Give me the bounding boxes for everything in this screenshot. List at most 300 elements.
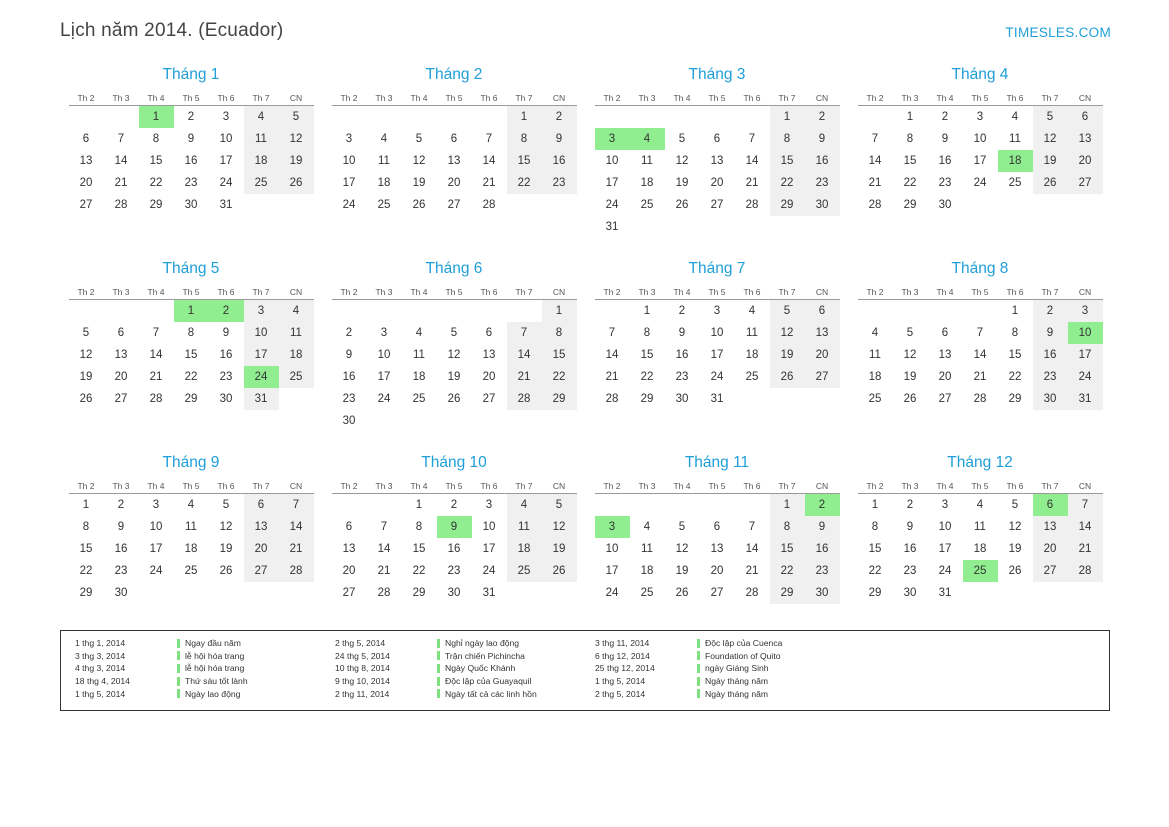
day-cell: 21: [745, 177, 759, 189]
day-cell: 23: [805, 172, 840, 194]
day-cell: 30: [675, 393, 689, 405]
day-cell: 26: [675, 587, 689, 599]
month-block: [586, 66, 848, 260]
day-cell: 7: [117, 133, 125, 145]
day-cell: 7: [485, 133, 493, 145]
week-row: [69, 366, 314, 388]
empty-cell: [665, 216, 700, 238]
empty-cell: [69, 106, 104, 129]
day-cell: 11: [1009, 133, 1021, 145]
day-cell: 22: [770, 172, 805, 194]
day-cell: 16: [938, 155, 952, 167]
day-cell: 24: [149, 565, 163, 577]
day-cell: 29: [149, 199, 163, 211]
day-cell: 13: [482, 349, 496, 361]
day-cell: 18: [244, 150, 279, 172]
day-cell: 4: [380, 133, 388, 145]
week-row: [595, 366, 840, 388]
day-cell: 23: [903, 565, 917, 577]
day-cell: 15: [903, 155, 917, 167]
day-cell: 29: [770, 582, 805, 604]
weekday-header: Th 2: [69, 479, 104, 494]
day-cell: 7: [279, 494, 314, 517]
day-cell: 25: [640, 199, 654, 211]
day-cell: 15: [640, 349, 654, 361]
week-row: [858, 560, 1103, 582]
empty-cell: [437, 300, 472, 323]
day-cell: 25: [377, 199, 391, 211]
day-cell: 24: [605, 199, 619, 211]
legend-color-swatch-icon: [697, 677, 700, 686]
day-cell: 4: [1011, 111, 1019, 123]
day-cell: 5: [678, 521, 686, 533]
day-cell: 10: [938, 521, 952, 533]
holiday-legend: [60, 630, 1110, 711]
day-cell: 12: [1033, 128, 1068, 150]
day-cell: 17: [219, 155, 233, 167]
day-cell: 14: [482, 155, 496, 167]
empty-cell: [858, 300, 893, 323]
day-cell: 28: [482, 199, 496, 211]
legend-color-swatch-icon: [177, 639, 180, 648]
empty-cell: [630, 106, 665, 129]
day-cell: 10: [377, 349, 391, 361]
day-cell: 25: [507, 560, 542, 582]
day-cell: 21: [605, 371, 619, 383]
day-cell: 9: [542, 128, 577, 150]
day-cell: 19: [675, 565, 689, 577]
week-row: [858, 150, 1103, 172]
month-title: Tháng 6: [425, 260, 483, 277]
weekday-header: Th 6: [472, 285, 507, 300]
day-cell: 3: [222, 111, 230, 123]
weekday-header: Th 4: [402, 479, 437, 494]
day-cell: 24: [605, 587, 619, 599]
day-cell: 3: [941, 499, 949, 511]
empty-cell: [279, 582, 314, 604]
weekday-header: Th 2: [858, 285, 893, 300]
day-cell: 8: [906, 133, 914, 145]
day-cell: 17: [605, 177, 619, 189]
day-cell: 19: [279, 150, 314, 172]
weekday-header: Th 5: [437, 285, 472, 300]
day-cell: 20: [805, 344, 840, 366]
legend-row: [595, 637, 845, 650]
day-cell: 30: [447, 587, 461, 599]
day-cell: 25: [244, 172, 279, 194]
day-cell: 27: [447, 199, 461, 211]
weekday-header: Th 6: [472, 91, 507, 106]
day-cell: 4: [244, 106, 279, 129]
day-cell: 2: [117, 499, 125, 511]
weekday-header: Th 2: [858, 479, 893, 494]
day-cell: 19: [903, 371, 917, 383]
day-cell: 4: [507, 494, 542, 517]
day-cell: 1: [871, 499, 879, 511]
empty-cell: [69, 300, 104, 323]
empty-cell: [472, 300, 507, 323]
month-block: [849, 66, 1111, 260]
weekday-header: Th 2: [69, 285, 104, 300]
empty-cell: [139, 300, 174, 323]
day-cell: 21: [482, 177, 496, 189]
day-cell: 6: [941, 327, 949, 339]
day-cell: 21: [973, 371, 987, 383]
day-cell: 2: [906, 499, 914, 511]
day-cell: 17: [710, 349, 724, 361]
empty-cell: [174, 582, 209, 604]
legend-row: [75, 687, 325, 700]
calendar-grid: [60, 66, 1110, 648]
day-cell: 6: [805, 300, 840, 323]
day-cell: 9: [345, 349, 353, 361]
weekday-header: Th 5: [174, 285, 209, 300]
day-cell: 5: [678, 133, 686, 145]
legend-color-swatch-icon: [437, 689, 440, 698]
day-cell: 15: [79, 543, 93, 555]
legend-name: Ngày lao động: [185, 688, 241, 699]
day-cell: 30: [805, 582, 840, 604]
weekday-header: Th 7: [507, 91, 542, 106]
day-cell: 22: [903, 177, 917, 189]
legend-row: [595, 687, 845, 700]
legend-column: [585, 637, 845, 706]
day-cell: 2: [941, 111, 949, 123]
day-cell: 21: [377, 565, 391, 577]
day-cell: 1: [1011, 305, 1019, 317]
day-cell: 22: [149, 177, 163, 189]
day-cell: 31: [710, 393, 724, 405]
day-cell: 9: [117, 521, 125, 533]
day-cell: 13: [710, 543, 724, 555]
week-row: [595, 538, 840, 560]
week-row: [858, 344, 1103, 366]
empty-cell: [805, 216, 840, 238]
day-cell: 26: [542, 560, 577, 582]
legend-date: 1 thg 5, 2014: [75, 688, 126, 699]
day-cell: 17: [1068, 344, 1103, 366]
legend-row: [335, 675, 585, 688]
day-cell: 15: [542, 344, 577, 366]
weekday-header: Th 4: [139, 285, 174, 300]
month-block: [323, 454, 585, 648]
week-row: [858, 194, 1103, 216]
empty-cell: [507, 194, 542, 216]
day-cell: 4: [871, 327, 879, 339]
day-cell: 30: [184, 199, 198, 211]
day-cell: 25: [1008, 177, 1022, 189]
empty-cell: [104, 300, 139, 323]
day-cell: 8: [187, 327, 195, 339]
day-cell: 26: [1033, 172, 1068, 194]
empty-cell: [735, 494, 770, 517]
day-cell: 27: [710, 587, 724, 599]
weekday-header: Th 4: [665, 479, 700, 494]
day-cell: 23: [219, 371, 233, 383]
day-cell: 10: [605, 543, 619, 555]
legend-name: Trận chiến Pichincha: [445, 650, 525, 661]
day-cell: 4: [415, 327, 423, 339]
weekday-header: Th 6: [998, 91, 1033, 106]
week-row: [332, 344, 577, 366]
day-cell: 31: [219, 199, 233, 211]
weekday-header: Th 7: [770, 479, 805, 494]
day-cell: 7: [871, 133, 879, 145]
day-cell: 12: [412, 155, 426, 167]
day-cell: 17: [149, 543, 163, 555]
empty-cell: [963, 582, 998, 604]
day-cell: 19: [412, 177, 426, 189]
weekday-header: Th 3: [630, 479, 665, 494]
weekday-header: CN: [1068, 91, 1103, 106]
empty-cell: [139, 582, 174, 604]
day-cell: 12: [79, 349, 93, 361]
empty-cell: [472, 410, 507, 432]
day-cell: 30: [903, 587, 917, 599]
empty-cell: [630, 494, 665, 517]
empty-cell: [998, 582, 1033, 604]
weekday-header: CN: [805, 285, 840, 300]
week-row: [332, 150, 577, 172]
day-cell: 2: [678, 305, 686, 317]
month-title: Tháng 2: [425, 66, 483, 83]
weekday-header: Th 4: [665, 285, 700, 300]
week-row: [858, 172, 1103, 194]
legend-name: Ngày tháng năm: [705, 688, 769, 699]
day-cell: 21: [114, 177, 128, 189]
day-cell: 5: [1011, 499, 1019, 511]
day-cell: 6: [1068, 106, 1103, 129]
day-cell: 19: [1033, 150, 1068, 172]
empty-cell: [735, 216, 770, 238]
legend-date: 25 thg 12, 2014: [595, 663, 655, 674]
weekday-header: Th 7: [1033, 479, 1068, 494]
day-cell: 1: [139, 106, 174, 129]
month-block: [849, 260, 1111, 454]
empty-cell: [595, 106, 630, 129]
legend-column: [325, 637, 585, 706]
day-cell: 14: [114, 155, 128, 167]
weekday-header: Th 6: [472, 479, 507, 494]
weekday-header: CN: [279, 285, 314, 300]
day-cell: 8: [82, 521, 90, 533]
day-cell: 28: [507, 388, 542, 410]
day-cell: 7: [1068, 494, 1103, 517]
day-cell: 17: [938, 543, 952, 555]
day-cell: 22: [542, 366, 577, 388]
day-cell: 15: [184, 349, 198, 361]
day-cell: 23: [184, 177, 198, 189]
day-cell: 12: [542, 516, 577, 538]
legend-name: Foundation of Quito: [705, 650, 781, 661]
day-cell: 6: [450, 133, 458, 145]
month-block: [849, 454, 1111, 648]
day-cell: 9: [941, 133, 949, 145]
weekday-header: Th 7: [507, 285, 542, 300]
weekday-header: Th 3: [893, 91, 928, 106]
day-cell: 23: [938, 177, 952, 189]
week-row: [69, 494, 314, 517]
day-cell: 16: [114, 543, 128, 555]
legend-date: 3 thg 11, 2014: [595, 638, 650, 649]
legend-name: Ngày tháng năm: [705, 676, 769, 687]
day-cell: 21: [868, 177, 882, 189]
day-cell: 20: [342, 565, 356, 577]
day-cell: 5: [279, 106, 314, 129]
legend-row: [335, 650, 585, 663]
month-block: [586, 454, 848, 648]
day-cell: 24: [973, 177, 987, 189]
day-cell: 13: [79, 155, 93, 167]
day-cell: 13: [1068, 128, 1103, 150]
day-cell: 12: [675, 155, 689, 167]
week-row: [69, 388, 314, 410]
day-cell: 1: [82, 499, 90, 511]
legend-row: [595, 675, 845, 688]
day-cell: 24: [342, 199, 356, 211]
legend-name: ngày Giáng Sinh: [705, 663, 769, 674]
week-row: [332, 322, 577, 344]
day-cell: 23: [342, 393, 356, 405]
day-cell: 7: [976, 327, 984, 339]
legend-name: Ngay đầu năm: [185, 638, 241, 649]
weekday-header: Th 3: [630, 285, 665, 300]
day-cell: 25: [745, 371, 759, 383]
month-table: [595, 479, 840, 604]
day-cell: 9: [805, 128, 840, 150]
day-cell: 30: [805, 194, 840, 216]
legend-name: Thứ sáu tốt lành: [185, 676, 248, 687]
day-cell: 3: [713, 305, 721, 317]
legend-name: Độc lập của Guayaquil: [445, 676, 532, 687]
day-cell: 23: [675, 371, 689, 383]
empty-cell: [928, 300, 963, 323]
day-cell: 7: [380, 521, 388, 533]
day-cell: 14: [605, 349, 619, 361]
day-cell: 13: [114, 349, 128, 361]
legend-date: 24 thg 5, 2014: [335, 650, 390, 661]
week-row: [595, 560, 840, 582]
day-cell: 20: [1033, 538, 1068, 560]
day-cell: 24: [482, 565, 496, 577]
weekday-header: Th 3: [893, 285, 928, 300]
legend-row: [335, 637, 585, 650]
legend-color-swatch-icon: [437, 664, 440, 673]
day-cell: 21: [279, 538, 314, 560]
empty-cell: [963, 300, 998, 323]
day-cell: 10: [710, 327, 724, 339]
day-cell: 20: [79, 177, 93, 189]
day-cell: 10: [149, 521, 163, 533]
day-cell: 11: [185, 521, 197, 533]
day-cell: 12: [675, 543, 689, 555]
day-cell: 6: [82, 133, 90, 145]
day-cell: 16: [342, 371, 356, 383]
month-table: [595, 285, 840, 410]
legend-color-swatch-icon: [177, 689, 180, 698]
day-cell: 23: [805, 560, 840, 582]
day-cell: 28: [377, 587, 391, 599]
legend-color-swatch-icon: [697, 689, 700, 698]
week-row: [858, 388, 1103, 410]
day-cell: 11: [413, 349, 425, 361]
day-cell: 5: [222, 499, 230, 511]
day-cell: 8: [507, 128, 542, 150]
day-cell: 3: [976, 111, 984, 123]
empty-cell: [735, 388, 770, 410]
weekday-header: Th 3: [367, 479, 402, 494]
day-cell: 9: [805, 516, 840, 538]
empty-cell: [507, 300, 542, 323]
day-cell: 27: [1033, 560, 1068, 582]
day-cell: 6: [244, 494, 279, 517]
day-cell: 20: [1068, 150, 1103, 172]
legend-name: Độc lập của Cuenca: [705, 638, 783, 649]
day-cell: 20: [447, 177, 461, 189]
day-cell: 19: [219, 543, 233, 555]
week-row: [858, 322, 1103, 344]
weekday-header: CN: [279, 479, 314, 494]
day-cell: 18: [868, 371, 882, 383]
day-cell: 6: [1033, 494, 1068, 517]
legend-date: 18 thg 4, 2014: [75, 676, 130, 687]
day-cell: 21: [507, 366, 542, 388]
page-title: Lịch năm 2014. (Ecuador): [60, 20, 284, 41]
legend-color-swatch-icon: [437, 639, 440, 648]
weekday-header: CN: [1068, 285, 1103, 300]
month-table: [69, 285, 314, 410]
day-cell: 3: [485, 499, 493, 511]
day-cell: 11: [279, 322, 314, 344]
day-cell: 11: [974, 521, 986, 533]
day-cell: 12: [219, 521, 233, 533]
weekday-header: Th 5: [437, 479, 472, 494]
legend-color-swatch-icon: [177, 651, 180, 660]
empty-cell: [507, 582, 542, 604]
day-cell: 7: [152, 327, 160, 339]
day-cell: 27: [805, 366, 840, 388]
month-table: [69, 91, 314, 216]
month-table: [69, 479, 314, 604]
day-cell: 13: [244, 516, 279, 538]
day-cell: 19: [770, 344, 805, 366]
week-row: [69, 322, 314, 344]
weekday-header: Th 3: [104, 285, 139, 300]
day-cell: 28: [114, 199, 128, 211]
day-cell: 26: [412, 199, 426, 211]
day-cell: 3: [152, 499, 160, 511]
day-cell: 2: [187, 111, 195, 123]
legend-row: [75, 650, 325, 663]
week-row: [595, 494, 840, 517]
day-cell: 2: [1033, 300, 1068, 323]
legend-date: 6 thg 12, 2014: [595, 650, 650, 661]
day-cell: 1: [507, 106, 542, 129]
day-cell: 29: [640, 393, 654, 405]
week-row: [858, 494, 1103, 517]
week-row: [595, 128, 840, 150]
month-block: [323, 260, 585, 454]
empty-cell: [542, 194, 577, 216]
week-row: [595, 172, 840, 194]
weekday-header: Th 6: [998, 285, 1033, 300]
weekday-header: Th 7: [770, 91, 805, 106]
day-cell: 26: [903, 393, 917, 405]
week-row: [595, 106, 840, 129]
empty-cell: [770, 216, 805, 238]
month-block: [60, 66, 322, 260]
day-cell: 15: [868, 543, 882, 555]
